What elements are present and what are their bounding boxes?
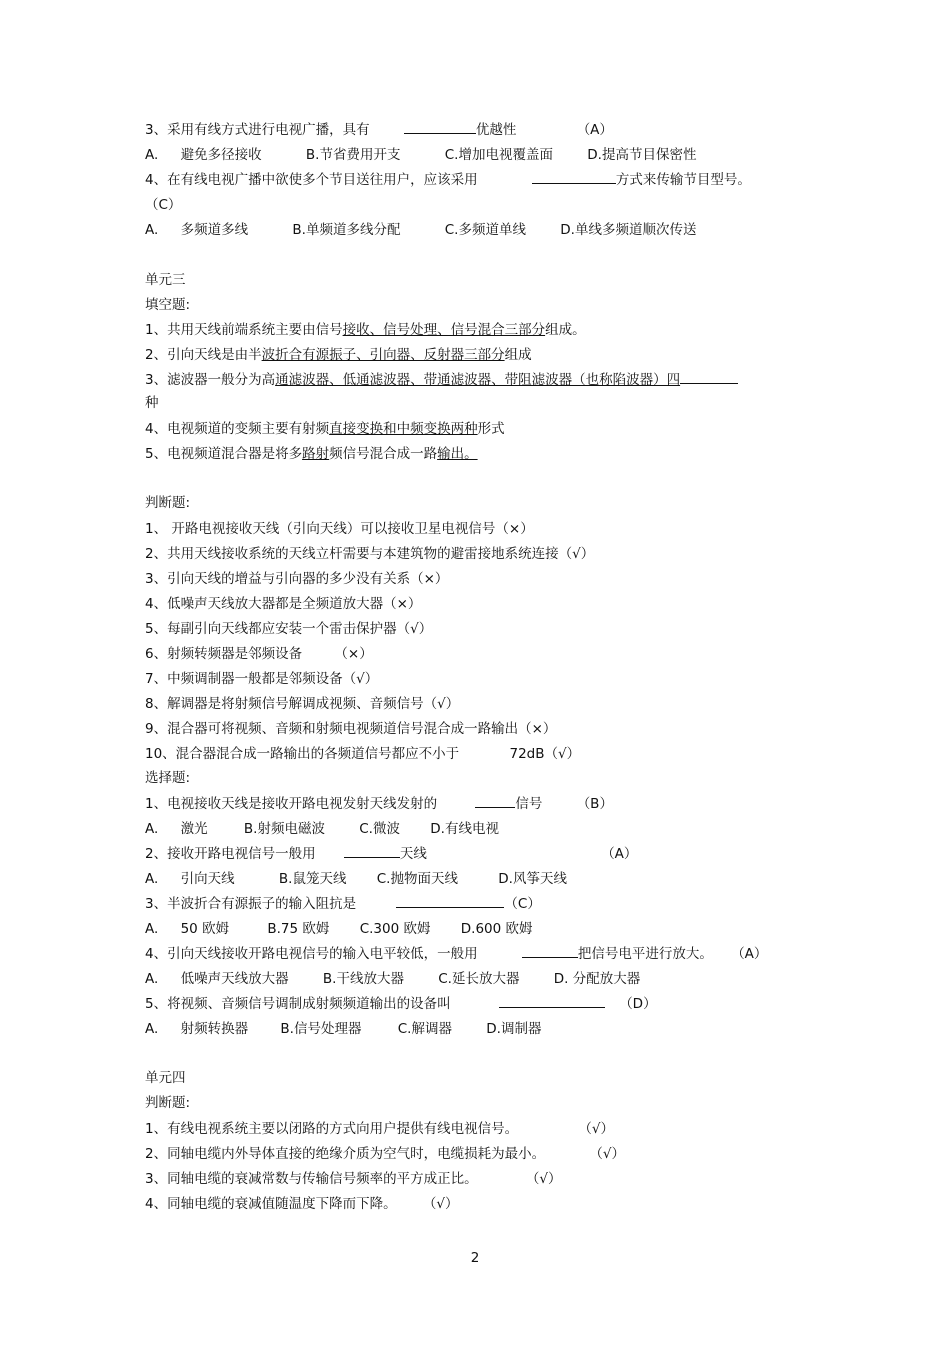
option-line	[145, 1020, 541, 1038]
underlined-answer: 输出。	[437, 446, 478, 462]
answer-blank	[475, 795, 515, 808]
option: C.抛物面天线	[376, 871, 458, 887]
option: B.射频电磁波	[243, 821, 325, 837]
text: 形式	[477, 421, 505, 437]
judge-item	[145, 1120, 614, 1138]
subsection-title: 判断题:	[145, 495, 191, 511]
option: D.提高节目保密性	[587, 147, 697, 163]
fill-item	[145, 420, 505, 438]
text: 组成	[504, 347, 532, 363]
answer-blank	[344, 845, 400, 858]
text: 10、混合器混合成一路输出的各频道信号都应不小于	[145, 746, 460, 762]
question-line	[145, 945, 767, 963]
judge-item: 1、 开路电视接收天线（引向天线）可以接收卫星电视信号（×）	[145, 521, 534, 537]
option: 避免多径接收	[180, 147, 262, 163]
answer-blank	[680, 371, 738, 384]
text: 2、同轴电缆内外导体直接的绝缘介质为空气时，电缆损耗为最小。	[145, 1146, 546, 1162]
answer-key: 72dB（√）	[509, 746, 581, 762]
option: C.300 欧姆	[359, 921, 431, 937]
option: 射频转换器	[180, 1021, 249, 1037]
underlined-answer: 通滤波器、低通滤波器、带通滤波器、带阻滤波器（也称陷波器）四	[275, 372, 681, 388]
text: 3、同轴电缆的衰减常数与传输信号频率的平方成正比。	[145, 1171, 478, 1187]
answer-blank	[532, 171, 616, 184]
judge-item: 8、解调器是将射频信号解调成视频、音频信号（√）	[145, 696, 460, 712]
question-line	[145, 995, 657, 1013]
answer-key: （A）	[601, 846, 638, 862]
option: D. 分配放大器	[553, 971, 641, 987]
question-text: 优越性	[475, 122, 517, 138]
underlined-answer: 波折合有源振子、引向器、反射器三部分	[261, 347, 505, 363]
text: 1、有线电视系统主要以闭路的方式向用户提供有线电视信号。	[145, 1121, 519, 1137]
text: 4、同轴电缆的衰减值随温度下降而下降。	[145, 1196, 397, 1212]
option: 低噪声天线放大器	[180, 971, 289, 987]
option: 50 欧姆	[180, 921, 230, 937]
question-line	[145, 171, 751, 189]
option: D.600 欧姆	[460, 921, 533, 937]
option: B.鼠笼天线	[278, 871, 347, 887]
fill-item	[145, 371, 738, 389]
option: D.有线电视	[430, 821, 499, 837]
judge-item: 3、引向天线的增益与引向器的多少没有关系（×）	[145, 571, 449, 587]
answer-key: （D）	[619, 996, 657, 1012]
question-text: 4、在有线电视广播中欲使多个节目送往用户，应该采用	[145, 172, 478, 188]
option: B.节省费用开支	[305, 147, 401, 163]
text: 5、电视频道混合器是将多	[145, 446, 303, 462]
option: C.多频道单线	[444, 222, 526, 238]
option-letter: A.	[145, 1021, 159, 1037]
option-letter: A.	[145, 871, 159, 887]
fill-item	[145, 321, 586, 339]
judge-item	[145, 645, 373, 663]
text: 6、射频转频器是邻频设备	[145, 646, 303, 662]
option: D.单线多频道顺次传送	[560, 222, 697, 238]
judge-item	[145, 1170, 562, 1188]
question-line	[145, 845, 637, 863]
question-text: 3、半波折合有源振子的输入阻抗是	[145, 896, 357, 912]
answer-key: （√）	[578, 1121, 614, 1137]
question-text: 2、接收开路电视信号一般用	[145, 846, 316, 862]
judge-item: 9、混合器可将视频、音频和射频电视频道信号混合成一路输出（×）	[145, 721, 557, 737]
question-line	[145, 895, 541, 913]
question-text: 把信号电平进行放大。	[577, 946, 713, 962]
option: D.调制器	[486, 1021, 542, 1037]
judge-item	[145, 745, 580, 763]
option-line	[145, 870, 567, 888]
subsection-title: 判断题:	[145, 1095, 191, 1111]
section-title: 单元三	[145, 272, 186, 288]
option: C.延长放大器	[438, 971, 520, 987]
option: C.解调器	[397, 1021, 452, 1037]
question-text: 天线	[399, 846, 427, 862]
question-text: 信号	[515, 796, 543, 812]
answer-key: （C）	[504, 896, 541, 912]
answer-key: （C）	[145, 197, 182, 213]
answer-blank	[396, 895, 504, 908]
option-line	[145, 221, 696, 239]
judge-item: 4、低噪声天线放大器都是全频道放大器（×）	[145, 596, 422, 612]
underlined-answer: 接收、信号处理、信号混合三部分	[342, 322, 546, 338]
text: 2、引向天线是由半	[145, 347, 262, 363]
option: B.75 欧姆	[267, 921, 330, 937]
option-line	[145, 970, 640, 988]
fill-item	[145, 445, 478, 463]
answer-blank	[499, 995, 605, 1008]
answer-key: （√）	[589, 1146, 625, 1162]
answer-key: （√）	[525, 1171, 562, 1187]
option-line	[145, 920, 533, 938]
option-letter: A.	[145, 971, 159, 987]
question-line	[145, 121, 613, 139]
option-line	[145, 820, 499, 838]
text: 组成。	[545, 322, 586, 338]
option-letter: A.	[145, 222, 159, 238]
question-text: 5、将视频、音频信号调制成射频频道输出的设备叫	[145, 996, 451, 1012]
option: 激光	[180, 821, 208, 837]
judge-item: 5、每副引向天线都应安装一个雷击保护器（√）	[145, 621, 433, 637]
underlined-answer: 路射	[302, 446, 330, 462]
question-text: 3、采用有线方式进行电视广播，具有	[145, 122, 370, 138]
text: 频信号混合成一路	[329, 446, 438, 462]
question-text: 1、电视接收天线是接收开路电视发射天线发射的	[145, 796, 438, 812]
option-letter: A.	[145, 921, 159, 937]
answer-blank	[404, 121, 476, 134]
judge-item	[145, 1145, 625, 1163]
text: 1、共用天线前端系统主要由信号	[145, 322, 343, 338]
option: D.风筝天线	[498, 871, 567, 887]
judge-item: 2、共用天线接收系统的天线立杆需要与本建筑物的避雷接地系统连接（√）	[145, 546, 595, 562]
question-line	[145, 795, 613, 813]
option: 多频道多线	[180, 222, 249, 238]
option: C.微波	[359, 821, 400, 837]
answer-key: （A）	[731, 946, 768, 962]
text: 种	[145, 395, 159, 411]
underlined-answer: 直接变换和中频变换两种	[329, 421, 478, 437]
page-number: 2	[470, 1250, 480, 1266]
question-text: 4、引向天线接收开路电视信号的输入电平较低，一般用	[145, 946, 478, 962]
section-title: 单元四	[145, 1070, 186, 1086]
option: B.干线放大器	[322, 971, 404, 987]
answer-blank	[522, 945, 578, 958]
option: 引向天线	[180, 871, 235, 887]
option-letter: A.	[145, 821, 159, 837]
question-text: 方式来传输节目型号。	[615, 172, 751, 188]
option: B.单频道多线分配	[292, 222, 401, 238]
answer-key: （×）	[334, 646, 373, 662]
answer-key: （√）	[422, 1196, 459, 1212]
fill-item	[145, 346, 532, 364]
judge-item	[145, 1195, 459, 1213]
subsection-title: 填空题:	[145, 297, 191, 313]
option: C.增加电视覆盖面	[444, 147, 553, 163]
answer-key: （A）	[576, 122, 613, 138]
judge-item: 7、中频调制器一般都是邻频设备（√）	[145, 671, 379, 687]
option-letter: A.	[145, 147, 159, 163]
text: 4、电视频道的变频主要有射频	[145, 421, 330, 437]
option: B.信号处理器	[280, 1021, 362, 1037]
text: 3、滤波器一般分为高	[145, 372, 276, 388]
option-line	[145, 146, 696, 164]
subsection-title: 选择题:	[145, 770, 191, 786]
answer-key: （B）	[576, 796, 613, 812]
